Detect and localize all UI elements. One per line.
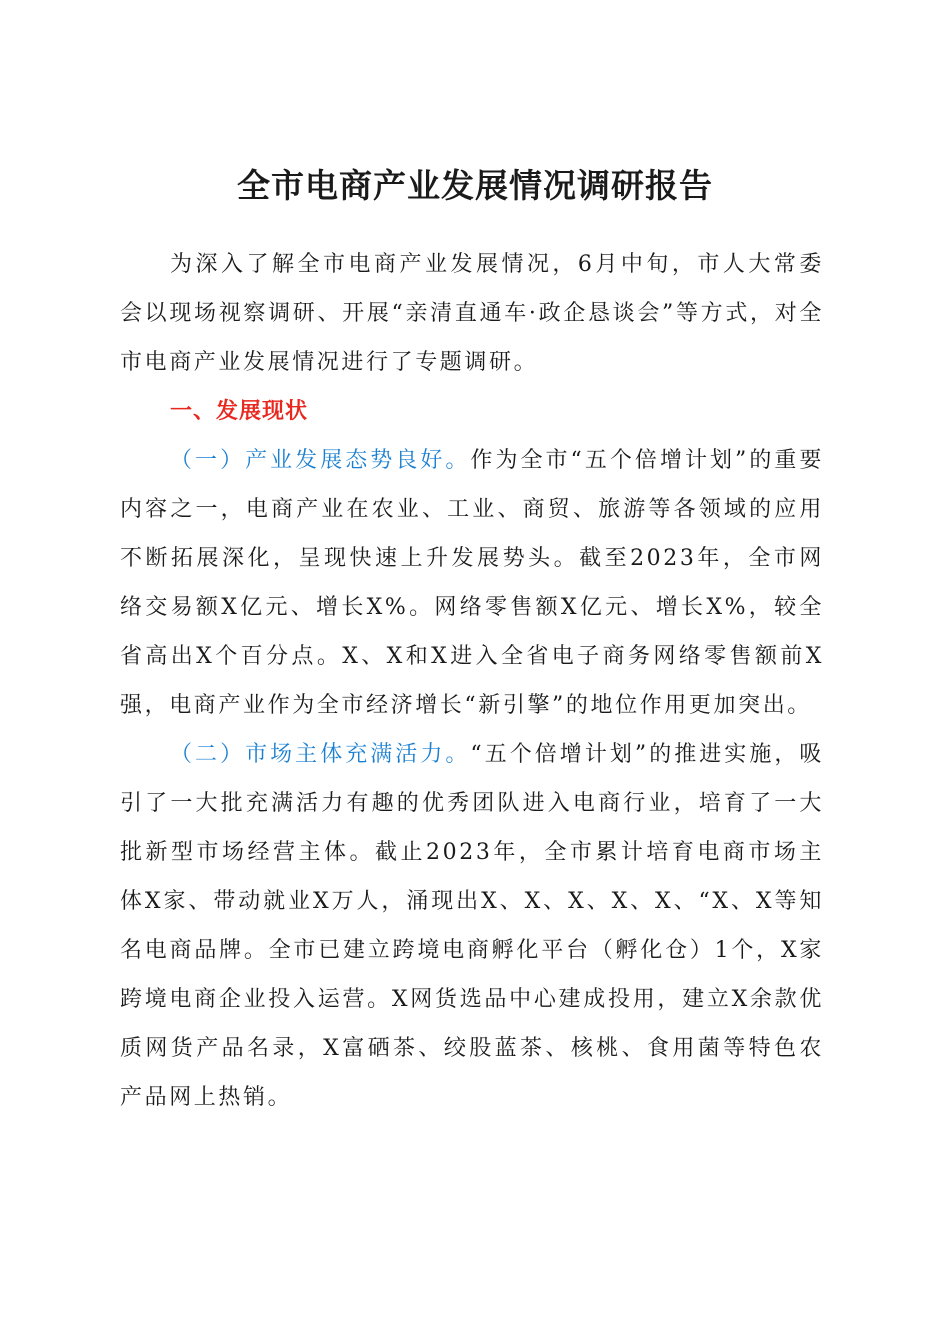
subsection-text-2: “五个倍增计划”的推进实施，吸引了一大批充满活力有趣的优秀团队进入电商行业，培育了一大批新型市场经营主体。截止2023年，全市累计培育电商市场主体X家、带动就业X万人，涌现出X、X、X、X、X、“X、X等知名电商品牌。全市已建立跨境电商孵化平台（孵化仓）1个，X家跨境电商企业投入运营。X网货选品中心建成投用，建立X余款优质网货产品名录，X富硒茶、绞股蓝茶、核桃、食用菌等特色农产品网上热销。: [120, 742, 824, 1110]
document-body: [120, 240, 824, 1122]
subsection-paragraph-2: [120, 730, 824, 1122]
document-title: 全市电商产业发展情况调研报告: [237, 166, 713, 205]
subsection-text-1: 作为全市“五个倍增计划”的重要内容之一，电商产业在农业、工业、商贸、旅游等各领域的应用不断拓展深化，呈现快速上升发展势头。截至2023年，全市网络交易额X亿元、增长X%。网络零售额X亿元、增长X%，较全省高出X个百分点。X、X和X进入全省电子商务网络零售额前X强，电商产业作为全市经济增长“新引擎”的地位作用更加突出。: [120, 448, 824, 718]
subsection-paragraph-1: [120, 436, 824, 730]
section-heading-development-status: 一、发展现状: [170, 399, 309, 424]
intro-paragraph: 为深入了解全市电商产业发展情况，6月中旬，市人大常委会以现场视察调研、开展“亲清直通车·政企恳谈会”等方式，对全市电商产业发展情况进行了专题调研。: [120, 252, 824, 375]
subsection-heading-1: （一）产业发展态势良好。: [170, 448, 471, 473]
subsection-heading-2: （二）市场主体充满活力。: [170, 742, 471, 767]
